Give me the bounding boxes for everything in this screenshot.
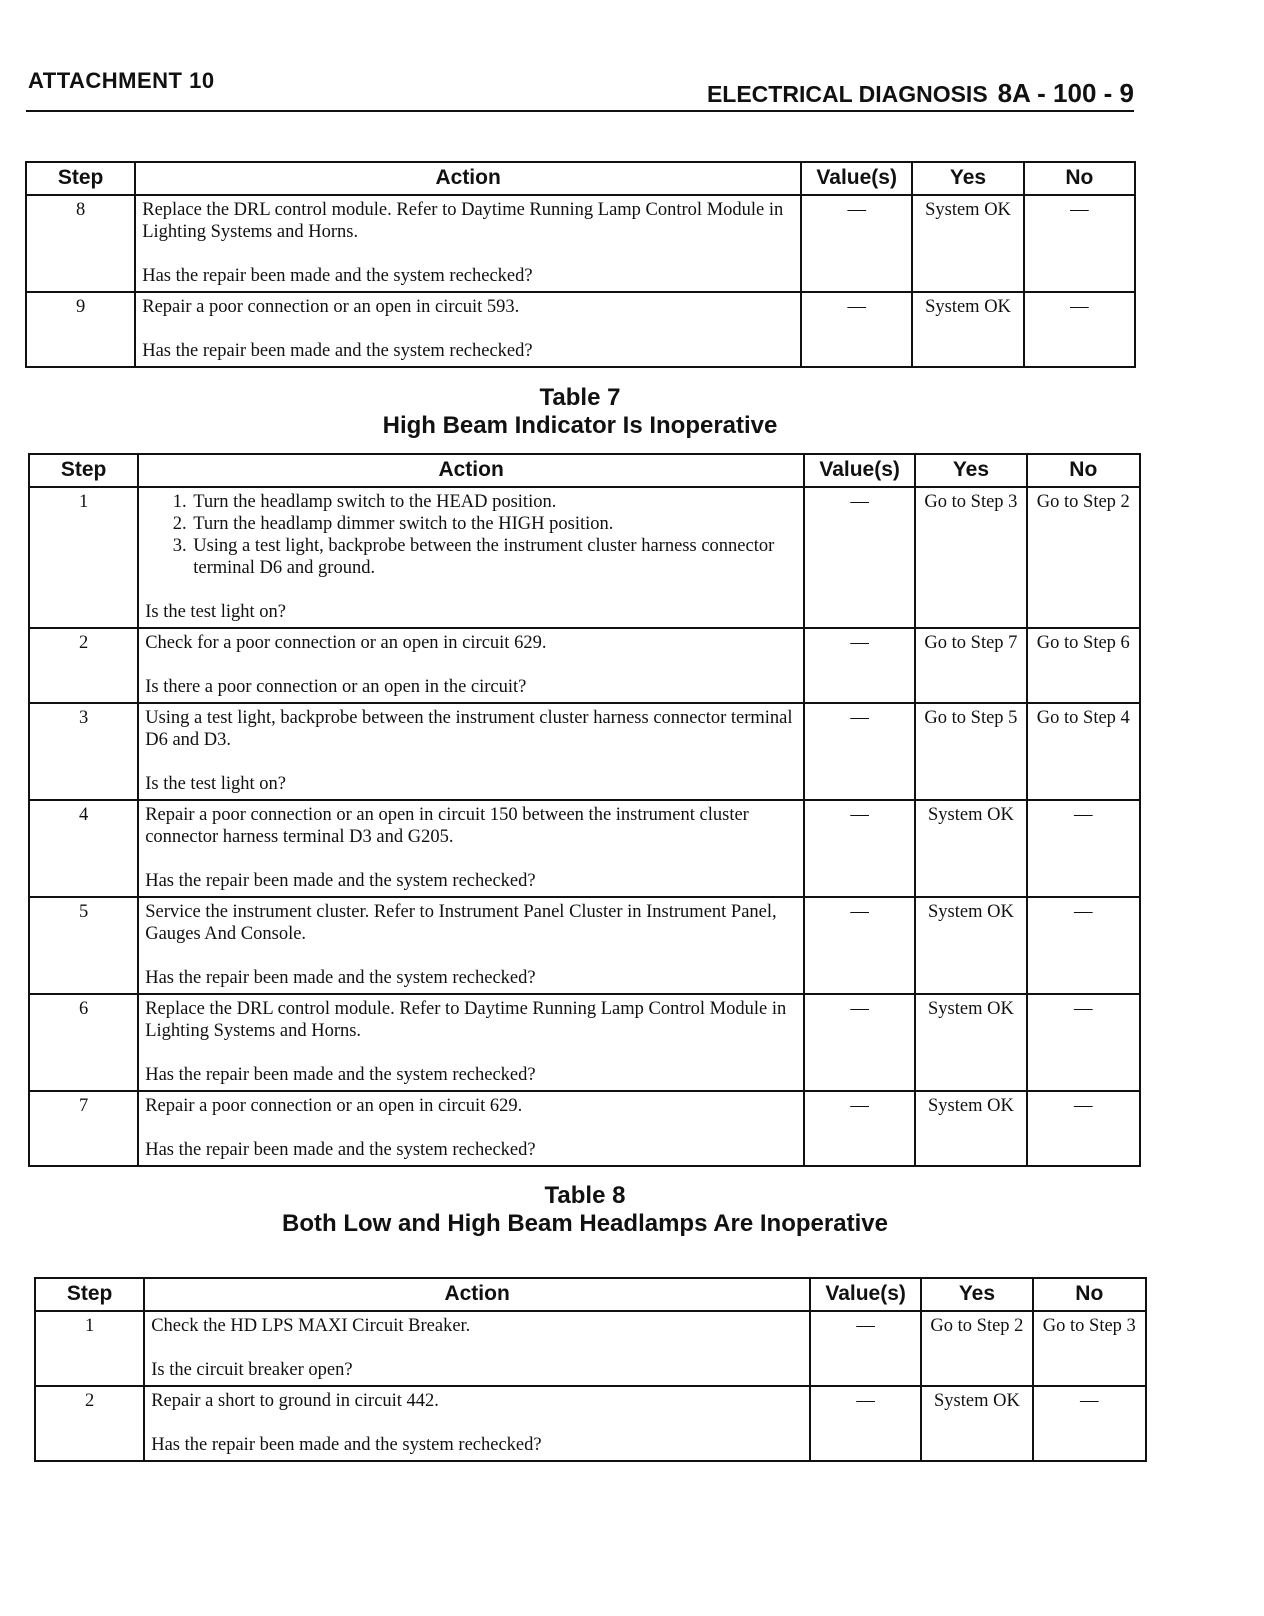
- value-cell: —: [804, 703, 915, 800]
- table8-heading: [190, 1182, 980, 1238]
- value-cell: —: [801, 195, 912, 292]
- value-cell: —: [804, 800, 915, 897]
- value-cell: —: [804, 1091, 915, 1166]
- action-text: Replace the DRL control module. Refer to Daytime Running Lamp Control Module in Lighting Systems and Horns.: [145, 999, 787, 1041]
- step-number: 9: [26, 292, 135, 367]
- value-cell: —: [804, 897, 915, 994]
- step-number: 2: [29, 628, 138, 703]
- no-cell: Go to Step 6: [1027, 628, 1140, 703]
- action-question: Has the repair been made and the system rechecked?: [145, 968, 536, 988]
- action-question: Has the repair been made and the system rechecked?: [145, 871, 536, 891]
- action-question: Is the test light on?: [145, 602, 287, 622]
- no-cell: —: [1027, 1091, 1140, 1166]
- table7-number: Table 7: [539, 384, 621, 411]
- value-cell: —: [804, 487, 915, 628]
- yes-cell: System OK: [912, 195, 1023, 292]
- table-row: [26, 292, 1135, 367]
- no-cell: —: [1027, 897, 1140, 994]
- header-rule: [26, 110, 1134, 112]
- section-header: [707, 78, 1134, 109]
- table8-number: Table 8: [544, 1182, 626, 1209]
- action-cell: [144, 1311, 810, 1386]
- action-text: Repair a poor connection or an open in circuit 629.: [145, 1096, 523, 1116]
- list-item: 1. Turn the headlamp switch to the HEAD position.: [191, 491, 797, 513]
- table-row: [29, 897, 1140, 994]
- step-number: 4: [29, 800, 138, 897]
- action-cell: [138, 628, 804, 703]
- yes-cell: System OK: [912, 292, 1023, 367]
- step-number: 7: [29, 1091, 138, 1166]
- table-row: [26, 195, 1135, 292]
- table-8: [34, 1277, 1147, 1462]
- step-number: 3: [29, 703, 138, 800]
- yes-cell: System OK: [915, 897, 1026, 994]
- table-header-row: [29, 454, 1140, 487]
- col-value: Value(s): [801, 162, 912, 195]
- yes-cell: System OK: [921, 1386, 1032, 1461]
- table-continued: [25, 161, 1136, 368]
- col-action: Action: [138, 454, 804, 487]
- action-cell: [144, 1386, 810, 1461]
- yes-cell: System OK: [915, 1091, 1026, 1166]
- action-cell: [138, 897, 804, 994]
- table8-title: Both Low and High Beam Headlamps Are Inoperative: [282, 1210, 888, 1237]
- step-number: 5: [29, 897, 138, 994]
- table-row: [29, 994, 1140, 1091]
- action-question: Has the repair been made and the system rechecked?: [151, 1435, 542, 1455]
- action-cell: [138, 800, 804, 897]
- table-row: [29, 628, 1140, 703]
- action-text: Replace the DRL control module. Refer to Daytime Running Lamp Control Module in Lighting Systems and Horns.: [142, 200, 784, 242]
- table-row: [29, 487, 1140, 628]
- action-text: Service the instrument cluster. Refer to Instrument Panel Cluster in Instrument Panel, Gauges And Console.: [145, 902, 777, 944]
- action-text: Using a test light, backprobe between the instrument cluster harness connector terminal D6 and D3.: [145, 708, 793, 750]
- step-number: 1: [35, 1311, 144, 1386]
- value-cell: —: [804, 994, 915, 1091]
- value-cell: —: [810, 1311, 921, 1386]
- table-row: [35, 1311, 1146, 1386]
- action-cell: [135, 195, 801, 292]
- value-cell: —: [804, 628, 915, 703]
- attachment-label: ATTACHMENT 10: [28, 68, 215, 93]
- section-title: ELECTRICAL DIAGNOSIS: [706, 81, 988, 107]
- value-cell: —: [801, 292, 912, 367]
- yes-cell: Go to Step 2: [921, 1311, 1032, 1386]
- action-question: Has the repair been made and the system rechecked?: [142, 341, 533, 361]
- yes-cell: Go to Step 7: [915, 628, 1026, 703]
- col-value: Value(s): [810, 1278, 921, 1311]
- step-number: 2: [35, 1386, 144, 1461]
- yes-cell: Go to Step 5: [915, 703, 1026, 800]
- action-question: Is there a poor connection or an open in the circuit?: [145, 677, 527, 697]
- action-question: Has the repair been made and the system rechecked?: [145, 1065, 536, 1085]
- list-item: 2. Turn the headlamp dimmer switch to the HIGH position.: [191, 513, 797, 535]
- col-step: Step: [29, 454, 138, 487]
- col-step: Step: [35, 1278, 144, 1311]
- list-item: 3. Using a test light, backprobe between the instrument cluster harness connector terminal D6 and ground.: [191, 535, 797, 579]
- step-number: 8: [26, 195, 135, 292]
- no-cell: Go to Step 2: [1027, 487, 1140, 628]
- action-text: Repair a poor connection or an open in circuit 150 between the instrument cluster connector harness terminal D3 and G205.: [145, 805, 749, 847]
- no-cell: —: [1024, 292, 1135, 367]
- action-text: Repair a short to ground in circuit 442.: [151, 1391, 439, 1411]
- action-question: Is the circuit breaker open?: [151, 1360, 353, 1380]
- no-cell: Go to Step 4: [1027, 703, 1140, 800]
- table-row: [29, 800, 1140, 897]
- no-cell: —: [1024, 195, 1135, 292]
- action-question: Has the repair been made and the system rechecked?: [145, 1140, 536, 1160]
- yes-cell: Go to Step 3: [915, 487, 1026, 628]
- action-cell: [135, 292, 801, 367]
- table-row: [35, 1386, 1146, 1461]
- page-number: 8A - 100 - 9: [997, 78, 1134, 108]
- action-text: Check the HD LPS MAXI Circuit Breaker.: [151, 1316, 471, 1336]
- action-cell: [138, 703, 804, 800]
- step-number: 1: [29, 487, 138, 628]
- value-cell: —: [810, 1386, 921, 1461]
- col-no: No: [1024, 162, 1135, 195]
- no-cell: —: [1027, 994, 1140, 1091]
- col-yes: Yes: [915, 454, 1026, 487]
- table-7: [28, 453, 1141, 1167]
- col-no: No: [1033, 1278, 1146, 1311]
- table7-heading: [250, 384, 910, 440]
- no-cell: —: [1033, 1386, 1146, 1461]
- table-header-row: [26, 162, 1135, 195]
- col-action: Action: [144, 1278, 810, 1311]
- col-step: Step: [26, 162, 135, 195]
- step-number: 6: [29, 994, 138, 1091]
- col-value: Value(s): [804, 454, 915, 487]
- action-cell: [138, 1091, 804, 1166]
- yes-cell: System OK: [915, 994, 1026, 1091]
- yes-cell: System OK: [915, 800, 1026, 897]
- table-row: [29, 703, 1140, 800]
- col-action: Action: [135, 162, 801, 195]
- action-text: Repair a poor connection or an open in circuit 593.: [142, 297, 520, 317]
- col-no: No: [1027, 454, 1140, 487]
- action-steps-list: [171, 491, 797, 579]
- col-yes: Yes: [921, 1278, 1032, 1311]
- action-text: Check for a poor connection or an open in circuit 629.: [145, 633, 547, 653]
- action-question: Is the test light on?: [145, 774, 287, 794]
- no-cell: Go to Step 3: [1033, 1311, 1146, 1386]
- table7-title: High Beam Indicator Is Inoperative: [382, 412, 778, 439]
- col-yes: Yes: [912, 162, 1023, 195]
- action-question: Has the repair been made and the system rechecked?: [142, 266, 533, 286]
- no-cell: —: [1027, 800, 1140, 897]
- action-cell: [138, 994, 804, 1091]
- table-header-row: [35, 1278, 1146, 1311]
- action-cell: [138, 487, 804, 628]
- table-row: [29, 1091, 1140, 1166]
